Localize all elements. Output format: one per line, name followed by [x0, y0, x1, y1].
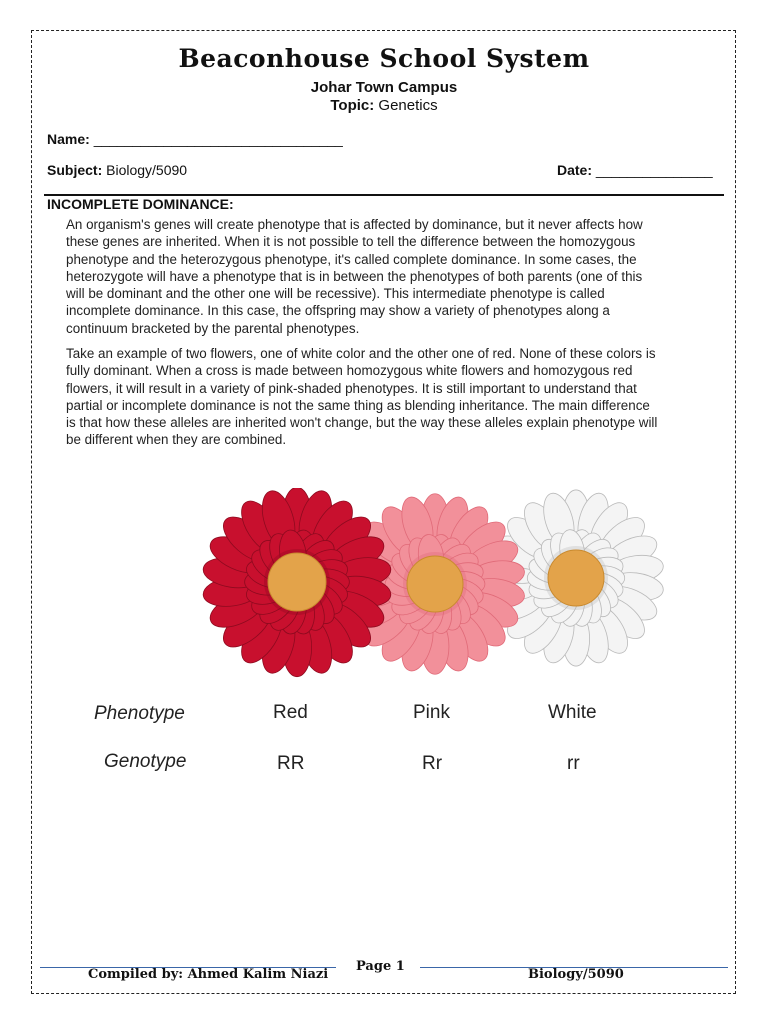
genotype-rr-hetero: Rr — [422, 753, 443, 774]
p2-line: flowers, it will result in a variety of pink-shaded phenotypes. It is still important to understand that — [66, 380, 637, 396]
genotype-label: Genotype — [104, 751, 187, 772]
paragraph-2 — [66, 345, 700, 449]
topic-value: Genetics — [378, 97, 438, 114]
footer-compiled-by: Compiled by: Ahmed Kalim Niazi — [88, 967, 329, 982]
subject-label: Subject: — [47, 162, 103, 178]
p1-line: continuum bracketed by the parental phenotypes. — [66, 320, 360, 336]
p1-line: heterozygote will have a phenotype that is in between the phenotypes of both parents (one of this — [66, 268, 643, 284]
topic-line — [0, 97, 768, 114]
subject-field — [47, 162, 187, 178]
p2-line: is that how these alleles are inherited won't change, but the way these alleles explain phenotype will — [66, 415, 658, 431]
p2-line: fully dominant. When a cross is made between homozygous white flowers and homozygous red — [66, 363, 633, 379]
date-blank: _______________ — [595, 162, 713, 178]
flowers-illustration — [200, 488, 670, 678]
phenotype-label: Phenotype — [94, 703, 185, 724]
section-title: INCOMPLETE DOMINANCE: — [47, 196, 234, 212]
genotype-rr-upper: RR — [277, 753, 305, 774]
name-blank: ________________________________ — [93, 131, 343, 147]
p2-line: be different when they are combined. — [66, 432, 287, 448]
p1-line: incomplete dominance. In this case, the offspring may show a variety of phenotypes along a — [66, 303, 610, 319]
p1-line: these genes are inherited. When it is not possible to tell the difference between the homozygous — [66, 234, 636, 250]
p1-line: An organism's genes will create phenotype that is affected by dominance, but it never affects how — [66, 217, 643, 232]
date-label: Date: — [557, 162, 593, 178]
phenotype-red: Red — [273, 702, 308, 723]
name-field — [47, 131, 343, 147]
phenotype-white: White — [548, 702, 597, 723]
campus-name: Johar Town Campus — [310, 79, 458, 96]
topic-label: Topic: — [330, 97, 375, 114]
p2-line: partial or incomplete dominance is not the same thing as blending inheritance. The main difference — [66, 397, 650, 413]
footer-page-number: Page 1 — [356, 959, 405, 974]
subject-value: Biology/5090 — [106, 162, 188, 178]
p1-line: phenotype and the heterozygous phenotype, it's called complete dominance. In some cases, the — [66, 251, 637, 267]
paragraph-1 — [66, 216, 700, 337]
name-label: Name: — [47, 131, 90, 147]
footer-subject: Biology/5090 — [528, 967, 624, 982]
phenotype-pink: Pink — [413, 702, 450, 723]
date-field — [557, 162, 713, 178]
school-name: Beaconhouse School System — [178, 44, 590, 73]
p2-line: Take an example of two flowers, one of white color and the other one of red. None of these colors is — [66, 346, 656, 361]
genotype-rr-lower: rr — [567, 753, 580, 774]
p1-line: will be dominant and the other one will be recessive). This intermediate phenotype is called — [66, 286, 605, 302]
red-flower-image — [201, 488, 393, 677]
